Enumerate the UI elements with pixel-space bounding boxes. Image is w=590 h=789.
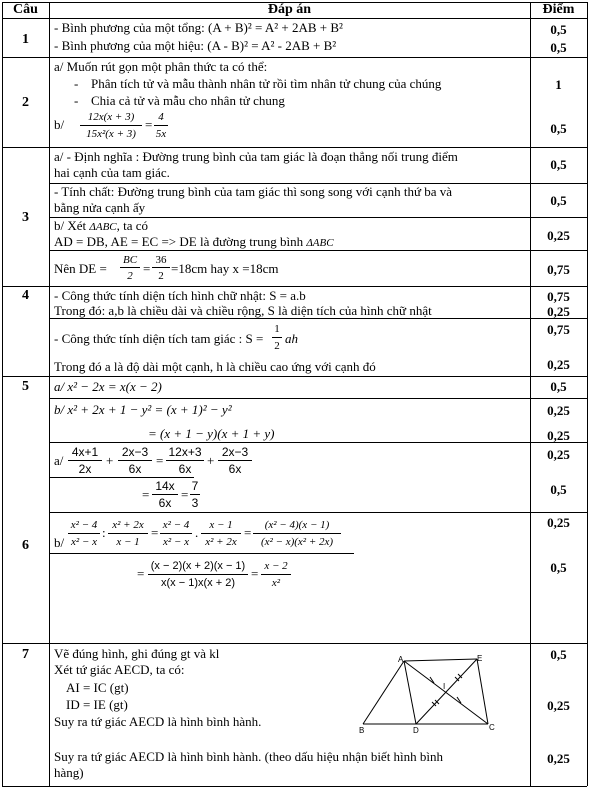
table-border-bottom bbox=[2, 786, 587, 787]
fraction-bar bbox=[261, 574, 291, 575]
score: 0,25 bbox=[547, 698, 570, 713]
header-divider bbox=[2, 18, 587, 19]
question-number: 4 bbox=[22, 288, 29, 303]
fraction-denominator: 15x²(x + 3) bbox=[86, 128, 136, 140]
answer-line: Trong đó: a,b là chiều dài và chiều rộng, S là diện tích của hình chữ nhật bbox=[54, 303, 432, 318]
fraction-numerator: (x − 2)(x + 2)(x − 1) bbox=[150, 560, 246, 572]
row-divider bbox=[2, 57, 587, 58]
point-label-b: B bbox=[359, 726, 365, 735]
fraction-bar bbox=[80, 125, 142, 126]
fraction-bar bbox=[253, 533, 341, 534]
answer-line: = (x + 1 − y)(x + 1 + y) bbox=[148, 426, 275, 441]
answer-label: a/ bbox=[54, 453, 64, 468]
score: 0,5 bbox=[550, 647, 567, 662]
score: 0,25 bbox=[547, 403, 570, 418]
answer-line: ah bbox=[285, 331, 298, 346]
fraction-bar bbox=[154, 125, 168, 126]
operator: : bbox=[102, 525, 106, 540]
score: 0,5 bbox=[550, 40, 567, 55]
fraction-numerator: x² − 4 bbox=[70, 519, 98, 531]
inner-divider bbox=[49, 318, 587, 319]
equals-sign: = bbox=[137, 566, 145, 581]
score: 0,25 bbox=[547, 515, 570, 530]
operator: . bbox=[195, 525, 199, 540]
score: 0,25 bbox=[547, 751, 570, 766]
bullet-dash: - bbox=[74, 76, 79, 91]
equals-sign: = bbox=[244, 525, 252, 540]
question-number: 2 bbox=[22, 95, 29, 110]
fraction-numerator: x² + 2x bbox=[112, 519, 144, 531]
score: 0,5 bbox=[550, 560, 567, 575]
fraction-numerator: 36 bbox=[155, 254, 167, 266]
fraction-bar bbox=[118, 460, 152, 461]
plus-sign: + bbox=[207, 453, 215, 468]
fraction-numerator: 12x(x + 3) bbox=[87, 111, 135, 123]
answer-line: Suy ra tứ giác AECD là hình bình hành. (theo dấu hiệu nhận biết hình bình bbox=[54, 749, 444, 764]
header-dap-an: Đáp án bbox=[267, 2, 312, 17]
fraction-bar bbox=[160, 533, 192, 534]
fraction-bar bbox=[68, 533, 100, 534]
row-divider bbox=[2, 286, 587, 287]
geometry-figure bbox=[355, 650, 505, 736]
score: 0,5 bbox=[550, 193, 567, 208]
fraction-bar bbox=[218, 460, 252, 461]
fraction-denominator: x² − x bbox=[71, 536, 97, 548]
score: 0,25 bbox=[547, 228, 570, 243]
question-number: 7 bbox=[22, 647, 29, 662]
answer-line: - Bình phương của một hiệu: (A - B)² = A² - 2AB + B² bbox=[54, 38, 337, 53]
fraction-numerator: 4 bbox=[158, 111, 164, 123]
score: 0,25 bbox=[547, 428, 570, 443]
score: 0,5 bbox=[550, 22, 567, 37]
row-divider bbox=[2, 147, 587, 148]
fraction-denominator: 5x bbox=[155, 128, 167, 140]
score: 0,5 bbox=[550, 157, 567, 172]
fraction-denominator: 2 bbox=[158, 270, 164, 282]
fraction-numerator: 7 bbox=[191, 479, 199, 493]
score: 0,25 bbox=[547, 304, 570, 319]
inner-divider bbox=[49, 512, 587, 513]
answer-line: Nên DE = bbox=[54, 261, 107, 276]
fraction-bar bbox=[272, 337, 282, 338]
row-divider bbox=[2, 643, 587, 644]
bullet-dash: - bbox=[74, 93, 79, 108]
answer-line: b/ Xét ΔABC, ta có bbox=[54, 218, 149, 233]
fraction-numerator: x − 1 bbox=[209, 519, 233, 531]
answer-line: a/ - Định nghĩa : Đường trung bình của tam giác là đoạn thẳng nối trung điểm bbox=[54, 149, 458, 164]
fraction-bar bbox=[201, 533, 241, 534]
fraction-numerator: 12x+3 bbox=[168, 445, 202, 459]
answer-line: - Công thức tính diện tích tam giác : S = bbox=[54, 331, 264, 346]
inner-divider bbox=[49, 398, 587, 399]
equals-sign: = bbox=[156, 453, 164, 468]
header-diem: Điểm bbox=[542, 2, 575, 17]
answer-line: ID = IE (gt) bbox=[66, 697, 128, 712]
answer-line: hai cạnh của tam giác. bbox=[54, 165, 170, 180]
fraction-numerator: x² − 4 bbox=[162, 519, 190, 531]
fraction-bar bbox=[68, 460, 102, 461]
equals-sign: = bbox=[151, 525, 159, 540]
answer-line: hàng) bbox=[54, 765, 84, 780]
score: 0,25 bbox=[547, 447, 570, 462]
point-label-a: A bbox=[398, 655, 404, 664]
fraction-denominator: (x² − x)(x² + 2x) bbox=[260, 536, 334, 548]
inner-divider bbox=[49, 442, 587, 443]
equals-sign: = bbox=[181, 487, 189, 502]
answer-line: - Bình phương của một tổng: (A + B)² = A² + 2AB + B² bbox=[54, 20, 343, 35]
fraction-numerator: (x² − 4)(x − 1) bbox=[264, 519, 330, 531]
equals-sign: = bbox=[142, 487, 150, 502]
fraction-bar bbox=[120, 267, 140, 268]
fraction-denominator: 3 bbox=[191, 496, 199, 510]
fraction-denominator: x(x − 1)x(x + 2) bbox=[161, 577, 235, 589]
fraction-bar bbox=[152, 494, 178, 495]
fraction-denominator: x − 1 bbox=[116, 536, 140, 548]
point-label-d: D bbox=[413, 726, 419, 735]
fraction-denominator: 6x bbox=[178, 462, 192, 476]
fraction-denominator: 6x bbox=[158, 496, 172, 510]
point-label-c: C bbox=[489, 723, 495, 732]
plus-sign: + bbox=[106, 453, 114, 468]
answer-line: bằng nửa cạnh ấy bbox=[54, 200, 146, 215]
segment-ae bbox=[404, 659, 477, 661]
answer-line: b/ x² + 2x + 1 − y² = (x + 1)² − y² bbox=[54, 402, 232, 417]
header-cau: Câu bbox=[13, 2, 38, 17]
answer-line: AD = DB, AE = EC => DE là đường trung bình ΔABC bbox=[54, 234, 334, 249]
question-number: 1 bbox=[22, 32, 29, 47]
question-number: 5 bbox=[22, 379, 29, 394]
fraction-numerator: 14x bbox=[155, 479, 175, 493]
segment-ec bbox=[477, 659, 488, 724]
fraction-denominator: x² bbox=[271, 577, 281, 589]
fraction-numerator: 4x+1 bbox=[71, 445, 99, 459]
inner-divider bbox=[49, 477, 194, 478]
answer-line: =18cm hay x =18cm bbox=[171, 261, 279, 276]
score: 0,75 bbox=[547, 262, 570, 277]
answer-line: a/ Muốn rút gọn một phân thức ta có thể: bbox=[54, 59, 268, 74]
answer-line: - Tính chất: Đường trung bình của tam giác thì song song với cạnh thứ ba và bbox=[54, 184, 453, 199]
answer-label: b/ bbox=[54, 117, 65, 132]
answer-label: b/ bbox=[54, 535, 65, 550]
fraction-denominator: x² + 2x bbox=[205, 536, 237, 548]
point-label-e: E bbox=[477, 654, 483, 663]
segment-de bbox=[416, 659, 477, 724]
inner-divider bbox=[49, 553, 354, 554]
row-divider bbox=[2, 376, 587, 377]
fraction-denominator: 2x bbox=[78, 462, 92, 476]
score: 0,75 bbox=[547, 322, 570, 337]
table-border-right bbox=[587, 2, 588, 786]
answer-line: Xét tứ giác AECD, ta có: bbox=[54, 662, 185, 677]
fraction-bar bbox=[108, 533, 148, 534]
segment-ab bbox=[363, 661, 404, 724]
score: 0,5 bbox=[550, 121, 567, 136]
fraction-numerator: 2x−3 bbox=[221, 445, 249, 459]
fraction-numerator: 2x−3 bbox=[121, 445, 149, 459]
column-divider bbox=[49, 2, 50, 786]
answer-line: Vẽ đúng hình, ghi đúng gt và kl bbox=[54, 646, 220, 661]
fraction-bar bbox=[152, 267, 170, 268]
inner-divider bbox=[49, 250, 587, 251]
answer-line: Suy ra tứ giác AECD là hình bình hành. bbox=[54, 714, 262, 729]
answer-line: a/ x² − 2x = x(x − 2) bbox=[54, 379, 162, 394]
fraction-denominator: 6x bbox=[228, 462, 242, 476]
fraction-denominator: 2 bbox=[127, 270, 133, 282]
answer-line: AI = IC (gt) bbox=[66, 680, 129, 695]
fraction-denominator: 2 bbox=[274, 340, 280, 352]
equals-sign: = bbox=[251, 566, 259, 581]
score: 0,5 bbox=[550, 379, 567, 394]
question-number: 3 bbox=[22, 210, 29, 225]
answer-line: - Công thức tính diện tích hình chữ nhật: S = a.b bbox=[54, 288, 306, 303]
equals-sign: = bbox=[145, 117, 153, 132]
point-label-i: I bbox=[443, 682, 446, 691]
answer-line: Phân tích tử và mẫu thành nhân tử rồi tìm nhân tử chung của chúng bbox=[91, 76, 442, 91]
fraction-bar bbox=[190, 494, 200, 495]
fraction-denominator: 6x bbox=[128, 462, 142, 476]
score: 0,5 bbox=[550, 482, 567, 497]
score: 1 bbox=[555, 77, 562, 92]
fraction-bar bbox=[148, 574, 248, 575]
answer-line: Trong đó a là độ dài một cạnh, h là chiều cao ứng với cạnh đó bbox=[54, 359, 376, 374]
fraction-bar bbox=[166, 460, 204, 461]
fraction-numerator: x − 2 bbox=[264, 560, 288, 572]
score: 0,25 bbox=[547, 357, 570, 372]
fraction-denominator: x² − x bbox=[163, 536, 189, 548]
equals-sign: = bbox=[143, 261, 151, 276]
segment-ad bbox=[404, 661, 416, 724]
fraction-numerator: BC bbox=[122, 254, 138, 266]
question-number: 6 bbox=[22, 538, 29, 553]
fraction-numerator: 1 bbox=[274, 323, 280, 335]
score: 0,75 bbox=[547, 289, 570, 304]
answer-line: Chia cả tử và mẫu cho nhân tử chung bbox=[91, 93, 285, 108]
